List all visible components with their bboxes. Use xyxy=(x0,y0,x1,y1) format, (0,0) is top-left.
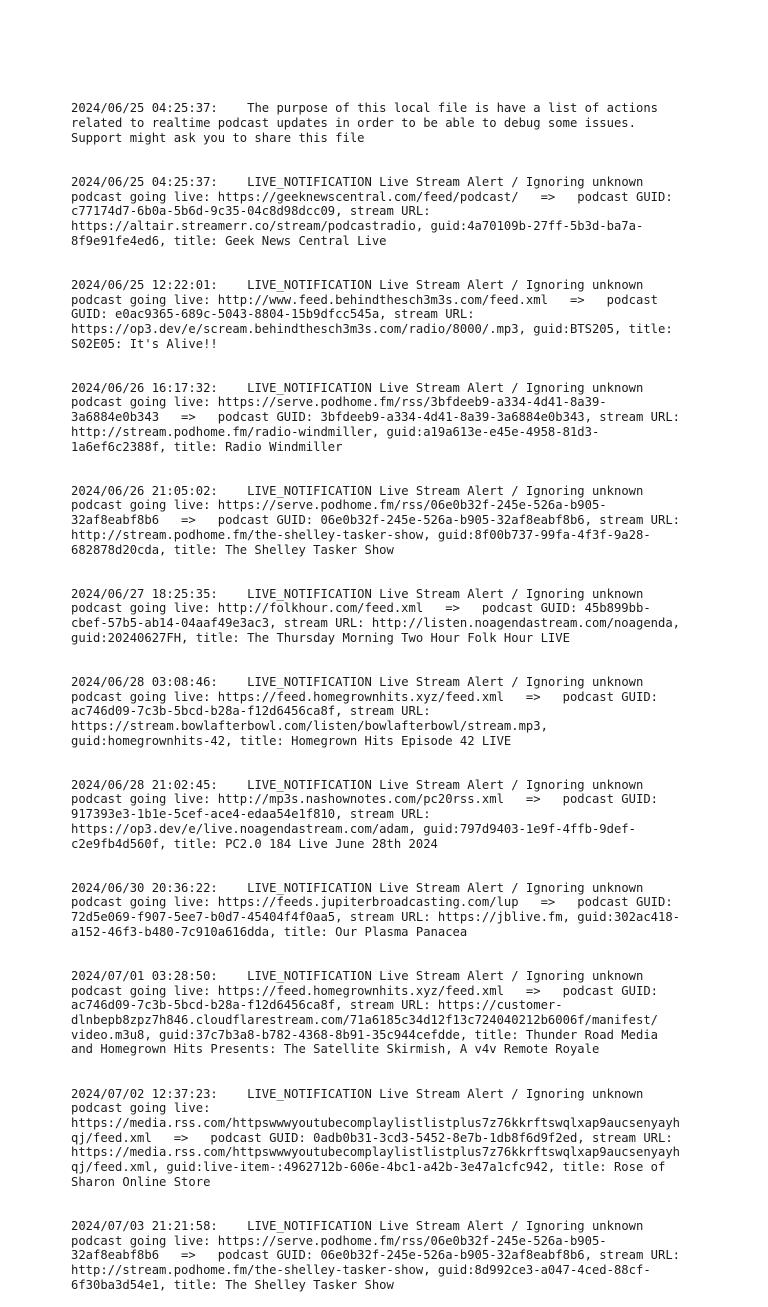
log-document xyxy=(71,72,711,1307)
log-timestamp: 2024/06/27 18:25:35: xyxy=(71,586,218,601)
log-entry xyxy=(71,175,711,249)
log-entry xyxy=(71,675,711,749)
log-message: LIVE_NOTIFICATION Live Stream Alert / Ignoring unknown podcast going live: https://feeds.jupiterbroadcasting.com/lup => podcast GUID: 72d5e069-f907-5ee7-b0d7-45404f4f0aa5, stream URL: https://jblive.fm, guid:302ac418- a152-46f3-b480-7c910a616dda, title: Our Plasma Panacea xyxy=(71,880,681,939)
log-timestamp: 2024/06/28 21:02:45: xyxy=(71,777,218,792)
log-message: LIVE_NOTIFICATION Live Stream Alert / Ignoring unknown podcast going live: http://folkhour.com/feed.xml => podcast GUID: 45b899bb- cbef-57b5-ab14-04aaf49e3ac3, stream URL: http://listen.noagendastream.com/noagenda, guid:20240627FH, title: The Thursday Morning Two Hour Folk Hour LIVE xyxy=(71,586,681,645)
log-entry xyxy=(71,881,711,940)
log-message: LIVE_NOTIFICATION Live Stream Alert / Ignoring unknown podcast going live: https://media.rss.com/httpswwwyoutubecomplaylistlistplus7z76kkrftswqlxap9aucsenyayh qj/feed.xml => podcast GUID: 0adb0b31-3cd3-5452-8e7b-1db8f6d9f2ed, stream URL: https://media.rss.com/httpswwwyoutubecomplaylistlistplus7z76kkrftswqlxap9aucsenyayh qj/feed.xml, guid:live-item-:4962712b-606e-4bc1-a42b-3e47a1cfc942, title: Rose of Sharon Online Store xyxy=(71,1086,681,1189)
log-entry xyxy=(71,969,711,1057)
log-timestamp: 2024/06/28 03:08:46: xyxy=(71,674,218,689)
log-message: LIVE_NOTIFICATION Live Stream Alert / Ignoring unknown podcast going live: https://serve.podhome.fm/rss/06e0b32f-245e-526a-b905- 32af8eabf8b6 => podcast GUID: 06e0b32f-245e-526a-b905-32af8eabf8b6, stream URL: http://stream.podhome.fm/the-shelley-tasker-show, guid:8d992ce3-a047-4ced-88cf- 6f30ba3d54e1, title: The Shelley Tasker Show xyxy=(71,1218,681,1292)
log-entry xyxy=(71,484,711,558)
log-message: LIVE_NOTIFICATION Live Stream Alert / Ignoring unknown podcast going live: https://feed.homegrownhits.xyz/feed.xml => podcast GUID: ac746d09-7c3b-5bcd-b28a-f12d6456ca8f, stream URL: https://customer- dlnbepb8zpz7h846.cloudflarestream.com/71a6185c34d12f13c724040212b6006f/manifest/ video.m3u8, guid:37c7b3a8-b782-4368-8b91-35c944cefdde, title: Thunder Road Media and Homegrown Hits Presents: The Satellite Skirmish, A v4v Remote Royale xyxy=(71,968,658,1057)
log-timestamp: 2024/06/25 12:22:01: xyxy=(71,277,218,292)
log-entry xyxy=(71,278,711,352)
log-message: LIVE_NOTIFICATION Live Stream Alert / Ignoring unknown podcast going live: http://mp3s.nashownotes.com/pc20rss.xml => podcast GUID: 917393e3-1b1e-5cef-ace4-edaa54e1f810, stream URL: https://op3.dev/e/live.noagendastream.com/adam, guid:797d9403-1e9f-4ffb-9def- c2e9fb4d560f, title: PC2.0 184 Live June 28th 2024 xyxy=(71,777,658,851)
log-message: LIVE_NOTIFICATION Live Stream Alert / Ignoring unknown podcast going live: https://serve.podhome.fm/rss/3bfdeeb9-a334-4d41-8a39- 3a6884e0b343 => podcast GUID: 3bfdeeb9-a334-4d41-8a39-3a6884e0b343, stream URL: http://stream.podhome.fm/radio-windmiller, guid:a19a613e-e45e-4958-81d3- 1a6ef6c2388f, title: Radio Windmiller xyxy=(71,380,681,454)
log-timestamp: 2024/06/25 04:25:37: xyxy=(71,174,218,189)
log-entry xyxy=(71,1219,711,1293)
log-entry xyxy=(71,381,711,455)
log-entry xyxy=(71,587,711,646)
log-timestamp: 2024/06/30 20:36:22: xyxy=(71,880,218,895)
log-entry xyxy=(71,1087,711,1190)
log-timestamp: 2024/07/02 12:37:23: xyxy=(71,1086,218,1101)
log-timestamp: 2024/06/26 21:05:02: xyxy=(71,483,218,498)
log-timestamp: 2024/06/25 04:25:37: xyxy=(71,101,218,116)
log-message: LIVE_NOTIFICATION Live Stream Alert / Ignoring unknown podcast going live: http://www.feed.behindthesch3m3s.com/feed.xml => podcast GUID: e0ac9365-689c-5043-8804-15b9dfcc545a, stream URL: https://op3.dev/e/scream.behindthesch3m3s.com/radio/8000/.mp3, guid:BTS205, title: S02E05: It's Alive!! xyxy=(71,277,673,351)
log-timestamp: 2024/07/01 03:28:50: xyxy=(71,968,218,983)
log-entry xyxy=(71,778,711,852)
log-timestamp: 2024/07/03 21:21:58: xyxy=(71,1218,218,1233)
log-timestamp: 2024/06/26 16:17:32: xyxy=(71,380,218,395)
log-message: LIVE_NOTIFICATION Live Stream Alert / Ignoring unknown podcast going live: https://feed.homegrownhits.xyz/feed.xml => podcast GUID: ac746d09-7c3b-5bcd-b28a-f12d6456ca8f, stream URL: https://stream.bowlafterbowl.com/listen/bowlafterbowl/stream.mp3, guid:homegrownhits-42, title: Homegrown Hits Episode 42 LIVE xyxy=(71,674,658,748)
log-message: LIVE_NOTIFICATION Live Stream Alert / Ignoring unknown podcast going live: https://geeknewscentral.com/feed/podcast/ => podcast GUID: c77174d7-6b0a-5b6d-9c35-04c8d98dcc09, stream URL: https://altair.streamerr.co/stream/podcastradio, guid:4a70109b-27ff-5b3d-ba7a- 8f9e91fe4ed6, title: Geek News Central Live xyxy=(71,174,673,248)
log-message: LIVE_NOTIFICATION Live Stream Alert / Ignoring unknown podcast going live: https://serve.podhome.fm/rss/06e0b32f-245e-526a-b905- 32af8eabf8b6 => podcast GUID: 06e0b32f-245e-526a-b905-32af8eabf8b6, stream URL: http://stream.podhome.fm/the-shelley-tasker-show, guid:8f00b737-99fa-4f3f-9a28- 682878d20cda, title: The Shelley Tasker Show xyxy=(71,483,681,557)
log-message: The purpose of this local file is have a list of actions related to realtime podcast updates in order to be able to debug some issues. Support might ask you to share this file xyxy=(71,101,659,145)
log-entry xyxy=(71,101,711,145)
